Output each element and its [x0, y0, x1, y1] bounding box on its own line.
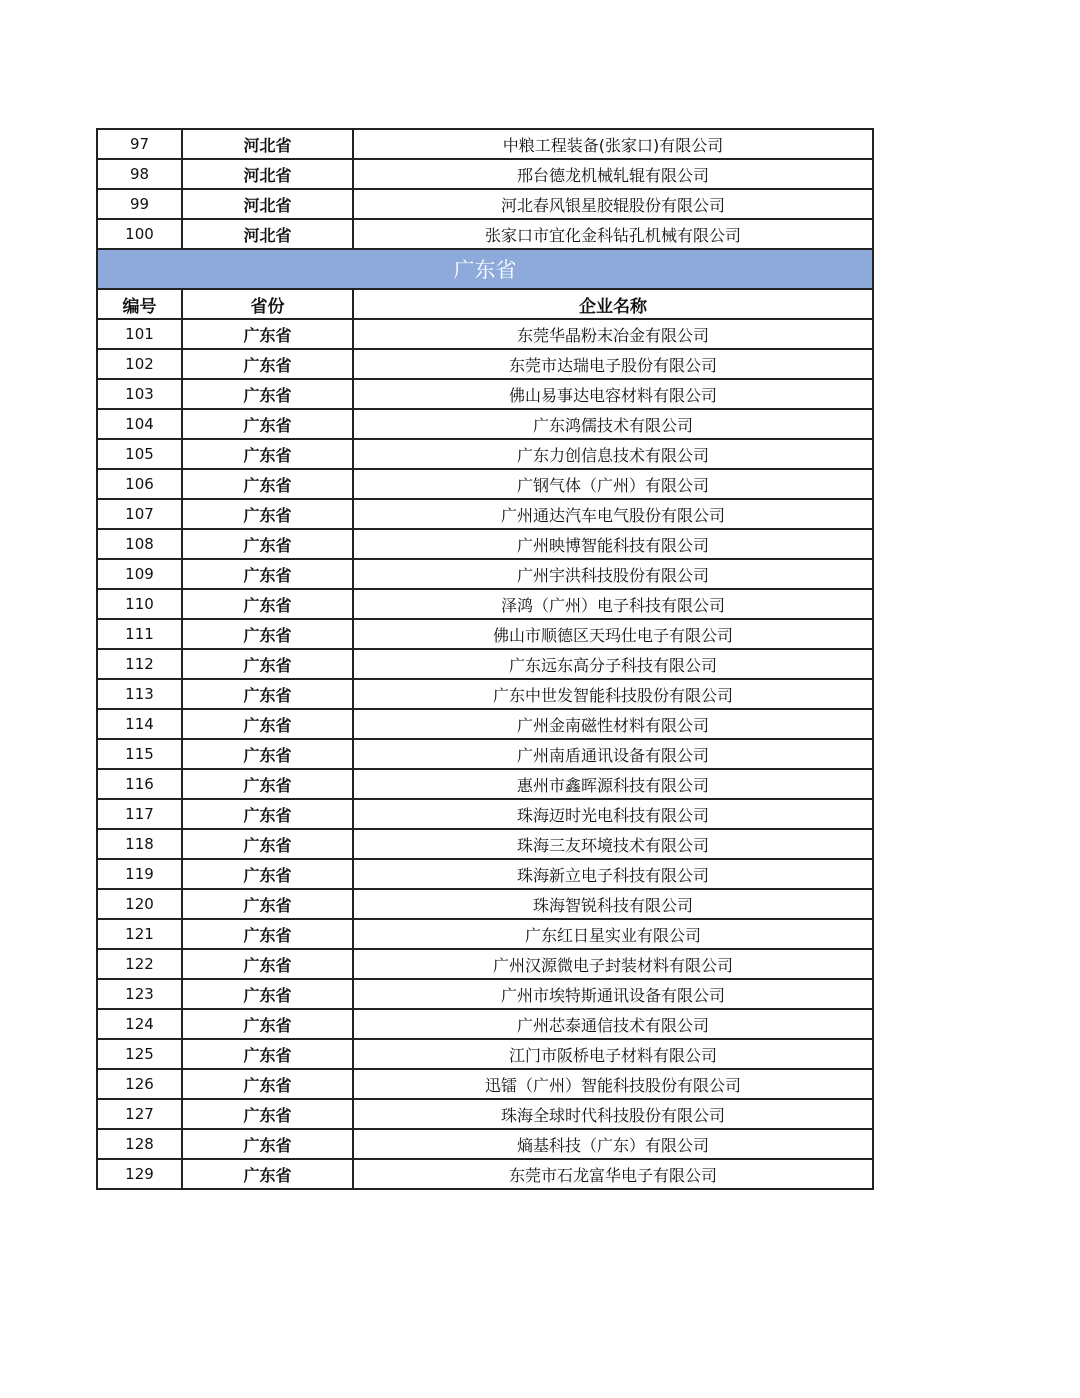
row-company: 广州通达汽车电气股份有限公司 — [353, 499, 873, 529]
row-province: 河北省 — [182, 219, 353, 249]
row-province: 广东省 — [182, 949, 353, 979]
row-number: 124 — [97, 1009, 182, 1039]
row-number: 126 — [97, 1069, 182, 1099]
table-row — [97, 159, 873, 189]
row-number: 109 — [97, 559, 182, 589]
row-province: 广东省 — [182, 859, 353, 889]
row-company: 东莞市达瑞电子股份有限公司 — [353, 349, 873, 379]
row-number: 98 — [97, 159, 182, 189]
row-company: 佛山市顺德区天玛仕电子有限公司 — [353, 619, 873, 649]
row-number: 122 — [97, 949, 182, 979]
row-province: 广东省 — [182, 919, 353, 949]
row-province: 广东省 — [182, 349, 353, 379]
row-province: 河北省 — [182, 159, 353, 189]
row-company: 邢台德龙机械轧辊有限公司 — [353, 159, 873, 189]
row-number: 120 — [97, 889, 182, 919]
row-province: 广东省 — [182, 1129, 353, 1159]
table-row — [97, 409, 873, 439]
row-number: 113 — [97, 679, 182, 709]
row-number: 99 — [97, 189, 182, 219]
row-number: 127 — [97, 1099, 182, 1129]
row-company: 广州汉源微电子封装材料有限公司 — [353, 949, 873, 979]
row-number: 102 — [97, 349, 182, 379]
row-number: 107 — [97, 499, 182, 529]
row-province: 广东省 — [182, 499, 353, 529]
company-list-sheet — [96, 128, 872, 1190]
row-province: 广东省 — [182, 409, 353, 439]
row-company: 惠州市鑫晖源科技有限公司 — [353, 769, 873, 799]
row-number: 108 — [97, 529, 182, 559]
table-row — [97, 979, 873, 1009]
column-header-province: 省份 — [182, 289, 353, 319]
row-number: 115 — [97, 739, 182, 769]
table-row — [97, 679, 873, 709]
row-company: 广钢气体（广州）有限公司 — [353, 469, 873, 499]
row-province: 广东省 — [182, 829, 353, 859]
row-company: 广东中世发智能科技股份有限公司 — [353, 679, 873, 709]
row-number: 116 — [97, 769, 182, 799]
row-company: 迅镭（广州）智能科技股份有限公司 — [353, 1069, 873, 1099]
row-number: 128 — [97, 1129, 182, 1159]
row-province: 广东省 — [182, 769, 353, 799]
table-row — [97, 709, 873, 739]
table-row — [97, 129, 873, 159]
section-header-row — [97, 249, 873, 289]
row-company: 广东力创信息技术有限公司 — [353, 439, 873, 469]
row-province: 广东省 — [182, 709, 353, 739]
company-table — [96, 128, 874, 1190]
row-company: 熵基科技（广东）有限公司 — [353, 1129, 873, 1159]
table-row — [97, 499, 873, 529]
row-company: 广州市埃特斯通讯设备有限公司 — [353, 979, 873, 1009]
row-company: 珠海全球时代科技股份有限公司 — [353, 1099, 873, 1129]
row-company: 广东红日星实业有限公司 — [353, 919, 873, 949]
row-province: 广东省 — [182, 649, 353, 679]
table-row — [97, 649, 873, 679]
row-company: 东莞华晶粉末冶金有限公司 — [353, 319, 873, 349]
row-number: 106 — [97, 469, 182, 499]
row-province: 广东省 — [182, 739, 353, 769]
row-company: 佛山易事达电容材料有限公司 — [353, 379, 873, 409]
row-company: 广东鸿儒技术有限公司 — [353, 409, 873, 439]
row-number: 121 — [97, 919, 182, 949]
row-number: 110 — [97, 589, 182, 619]
row-number: 123 — [97, 979, 182, 1009]
row-company: 东莞市石龙富华电子有限公司 — [353, 1159, 873, 1189]
row-company: 泽鸿（广州）电子科技有限公司 — [353, 589, 873, 619]
column-header-number: 编号 — [97, 289, 182, 319]
row-province: 广东省 — [182, 469, 353, 499]
row-number: 101 — [97, 319, 182, 349]
row-province: 广东省 — [182, 439, 353, 469]
row-company: 中粮工程装备(张家口)有限公司 — [353, 129, 873, 159]
row-province: 广东省 — [182, 979, 353, 1009]
table-row — [97, 769, 873, 799]
row-province: 广东省 — [182, 529, 353, 559]
row-province: 广东省 — [182, 1039, 353, 1069]
row-province: 河北省 — [182, 129, 353, 159]
row-province: 广东省 — [182, 889, 353, 919]
row-number: 125 — [97, 1039, 182, 1069]
table-row — [97, 1099, 873, 1129]
row-province: 广东省 — [182, 799, 353, 829]
row-province: 广东省 — [182, 559, 353, 589]
table-row — [97, 1159, 873, 1189]
row-number: 117 — [97, 799, 182, 829]
table-row — [97, 349, 873, 379]
row-number: 100 — [97, 219, 182, 249]
table-row — [97, 1069, 873, 1099]
row-province: 广东省 — [182, 679, 353, 709]
table-row — [97, 1009, 873, 1039]
table-row — [97, 829, 873, 859]
table-row — [97, 889, 873, 919]
table-row — [97, 859, 873, 889]
row-number: 97 — [97, 129, 182, 159]
table-row — [97, 589, 873, 619]
row-province: 广东省 — [182, 589, 353, 619]
company-table-body — [97, 129, 873, 1189]
column-header-company: 企业名称 — [353, 289, 873, 319]
row-number: 114 — [97, 709, 182, 739]
table-row — [97, 739, 873, 769]
row-province: 广东省 — [182, 379, 353, 409]
row-company: 广州芯泰通信技术有限公司 — [353, 1009, 873, 1039]
table-row — [97, 469, 873, 499]
row-province: 广东省 — [182, 319, 353, 349]
table-row — [97, 189, 873, 219]
table-row — [97, 1129, 873, 1159]
row-company: 珠海迈时光电科技有限公司 — [353, 799, 873, 829]
row-province: 广东省 — [182, 1099, 353, 1129]
table-row — [97, 379, 873, 409]
row-company: 珠海智锐科技有限公司 — [353, 889, 873, 919]
row-province: 广东省 — [182, 1159, 353, 1189]
row-number: 119 — [97, 859, 182, 889]
row-company: 广州宇洪科技股份有限公司 — [353, 559, 873, 589]
row-number: 104 — [97, 409, 182, 439]
row-number: 103 — [97, 379, 182, 409]
row-province: 广东省 — [182, 619, 353, 649]
column-header-row — [97, 289, 873, 319]
row-company: 珠海新立电子科技有限公司 — [353, 859, 873, 889]
table-row — [97, 439, 873, 469]
row-province: 广东省 — [182, 1069, 353, 1099]
row-company: 广东远东高分子科技有限公司 — [353, 649, 873, 679]
row-number: 118 — [97, 829, 182, 859]
section-title: 广东省 — [97, 249, 873, 289]
table-row — [97, 949, 873, 979]
row-number: 112 — [97, 649, 182, 679]
row-company: 珠海三友环境技术有限公司 — [353, 829, 873, 859]
row-company: 河北春风银星胶辊股份有限公司 — [353, 189, 873, 219]
row-company: 张家口市宜化金科钻孔机械有限公司 — [353, 219, 873, 249]
row-company: 广州金南磁性材料有限公司 — [353, 709, 873, 739]
row-province: 河北省 — [182, 189, 353, 219]
table-row — [97, 1039, 873, 1069]
table-row — [97, 919, 873, 949]
table-row — [97, 619, 873, 649]
row-company: 江门市阪桥电子材料有限公司 — [353, 1039, 873, 1069]
row-number: 129 — [97, 1159, 182, 1189]
row-number: 105 — [97, 439, 182, 469]
table-row — [97, 559, 873, 589]
table-row — [97, 799, 873, 829]
row-company: 广州映博智能科技有限公司 — [353, 529, 873, 559]
table-row — [97, 219, 873, 249]
row-number: 111 — [97, 619, 182, 649]
table-row — [97, 529, 873, 559]
table-row — [97, 319, 873, 349]
row-province: 广东省 — [182, 1009, 353, 1039]
row-company: 广州南盾通讯设备有限公司 — [353, 739, 873, 769]
